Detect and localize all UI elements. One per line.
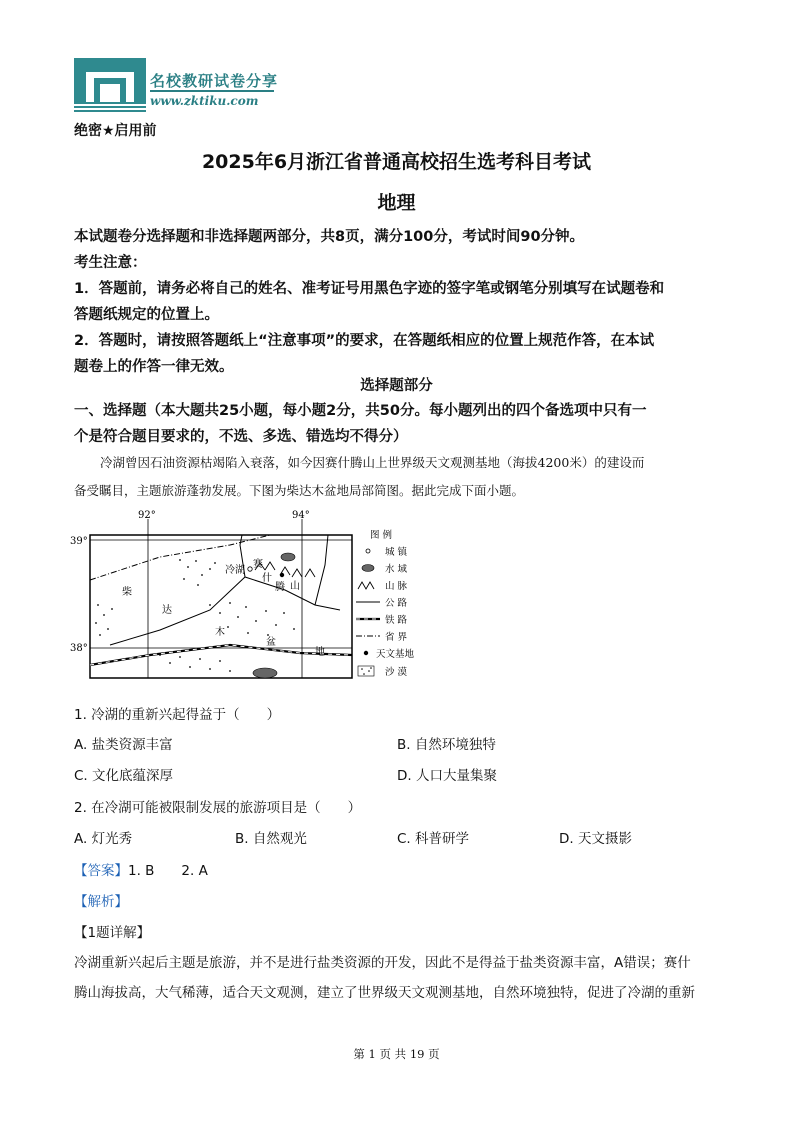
section-heading: 选择题部分: [360, 378, 433, 394]
q2-option-b[interactable]: B. 自然观光: [235, 831, 307, 847]
notice-1b: 答题纸规定的位置上。: [74, 307, 219, 323]
detail-line-1: 冷湖重新兴起后主题是旅游，并不是进行盐类资源的开发，因此不是得益于盐类资源丰富，A错误；赛什: [74, 955, 691, 971]
exam-title: 2025年6月浙江省普通高校招生选考科目考试: [201, 151, 592, 173]
legend-road: 公 路: [385, 598, 408, 609]
legend-mountain: 山 脉: [385, 581, 408, 592]
mountain-char-1: 赛: [253, 559, 263, 570]
map-legend: [356, 529, 415, 678]
page-footer: 第 1 页 共 19 页: [353, 1047, 440, 1061]
qaidam-basin-map: [70, 505, 430, 685]
q1-stem: 1. 冷湖的重新兴起得益于（ ）: [74, 707, 281, 723]
basin-char-5: 地: [315, 647, 325, 658]
q1-option-a[interactable]: A. 盐类资源丰富: [74, 737, 173, 753]
map-frame: [90, 535, 352, 678]
lake-south: [253, 668, 277, 678]
answer-label: 【答案】: [74, 863, 128, 879]
material-line-2: 备受瞩目，主题旅游蓬勃发展。下图为柴达木盆地局部简图。据此完成下面小题。: [74, 483, 525, 498]
logo-url: www.zktiku.com: [150, 94, 259, 108]
legend-observatory: 天文基地: [376, 649, 415, 660]
basin-char-1: 柴: [122, 587, 132, 598]
notice-1a: 1．答题前，请务必将自己的姓名、准考证号用黑色字迹的签字笔或钢笔分别填写在试题卷和: [74, 281, 665, 297]
legend-town: 城 镇: [385, 547, 408, 558]
basin-char-3: 木: [215, 627, 225, 638]
legend-water: 水 域: [385, 564, 408, 575]
q1-option-d[interactable]: D. 人口大量集聚: [397, 768, 497, 784]
mountain-char-3: 腾: [275, 582, 285, 593]
detail-title: 【1题详解】: [74, 925, 151, 941]
detail-body: [74, 948, 724, 1008]
q2-stem: 2. 在冷湖可能被限制发展的旅游项目是（ ）: [74, 800, 362, 816]
intro: [74, 224, 724, 380]
q1-option-b[interactable]: B. 自然环境独特: [397, 737, 496, 753]
answer-line: [74, 859, 208, 879]
road: [110, 577, 340, 645]
mountain-char-4: 山: [290, 581, 300, 592]
logo-mark: [74, 58, 146, 112]
logo-title: 名校教研试卷分享: [150, 72, 279, 90]
q2-option-a[interactable]: A. 灯光秀: [74, 831, 133, 847]
section-instructions: [74, 398, 724, 450]
lat-label-38: 38°: [70, 643, 88, 654]
legend-desert: 沙 漠: [385, 667, 408, 678]
q2-option-d[interactable]: D. 天文摄影: [559, 831, 632, 847]
mountain-char-2: 什: [262, 573, 272, 584]
detail-line-2: 腾山海拔高，大气稀薄，适合天文观测，建立了世界级天文观测基地，自然环境独特，促进了冷湖的重新: [74, 985, 695, 1001]
road-east: [315, 535, 328, 605]
logo: [74, 58, 284, 114]
exam-subject: 地理: [377, 192, 416, 214]
legend-title: 图 例: [370, 530, 393, 541]
material-line-1: 冷湖曾因石油资源枯竭陷入衰落，如今因赛什腾山上世界级天文观测基地（海拔4200米）的建设而: [100, 455, 645, 470]
lat-label-39: 39°: [70, 536, 88, 547]
material: [74, 449, 719, 505]
analysis-label: 【解析】: [74, 894, 128, 910]
basin-char-4: 盆: [266, 637, 276, 648]
lake-shape: [281, 553, 295, 561]
lon-label-94: 94°: [292, 510, 310, 521]
legend-railway: 铁 路: [385, 615, 408, 626]
q1-option-c[interactable]: C. 文化底蕴深厚: [74, 768, 174, 784]
secret-label: 绝密★启用前: [74, 123, 157, 139]
answer-values: 1. B 2. A: [128, 863, 208, 879]
town-label-lenghu: 冷湖: [225, 565, 245, 576]
intro-line: 本试题卷分选择题和非选择题两部分，共8页，满分100分，考试时间90分钟。: [74, 229, 585, 245]
basin-char-2: 达: [162, 605, 172, 616]
logo-divider: [150, 90, 274, 92]
notice-title: 考生注意：: [74, 255, 147, 271]
notice-2b: 题卷上的作答一律无效。: [74, 359, 234, 375]
notice-2a: 2．答题时，请按照答题纸上“注意事项”的要求，在答题纸相应的位置上规范作答，在本试: [74, 333, 655, 349]
observatory-site: [280, 573, 284, 577]
section-part-a: 一、选择题（本大题共25小题，每小题2分，共50分。每小题列出的四个备选项中只有一: [74, 403, 647, 419]
q2-option-c[interactable]: C. 科普研学: [397, 831, 470, 847]
lon-label-92: 92°: [138, 510, 156, 521]
town-lenghu: [248, 567, 252, 571]
section-part-b: 个是符合题目要求的，不选、多选、错选均不得分）: [74, 429, 408, 445]
legend-border: 省 界: [385, 632, 408, 643]
